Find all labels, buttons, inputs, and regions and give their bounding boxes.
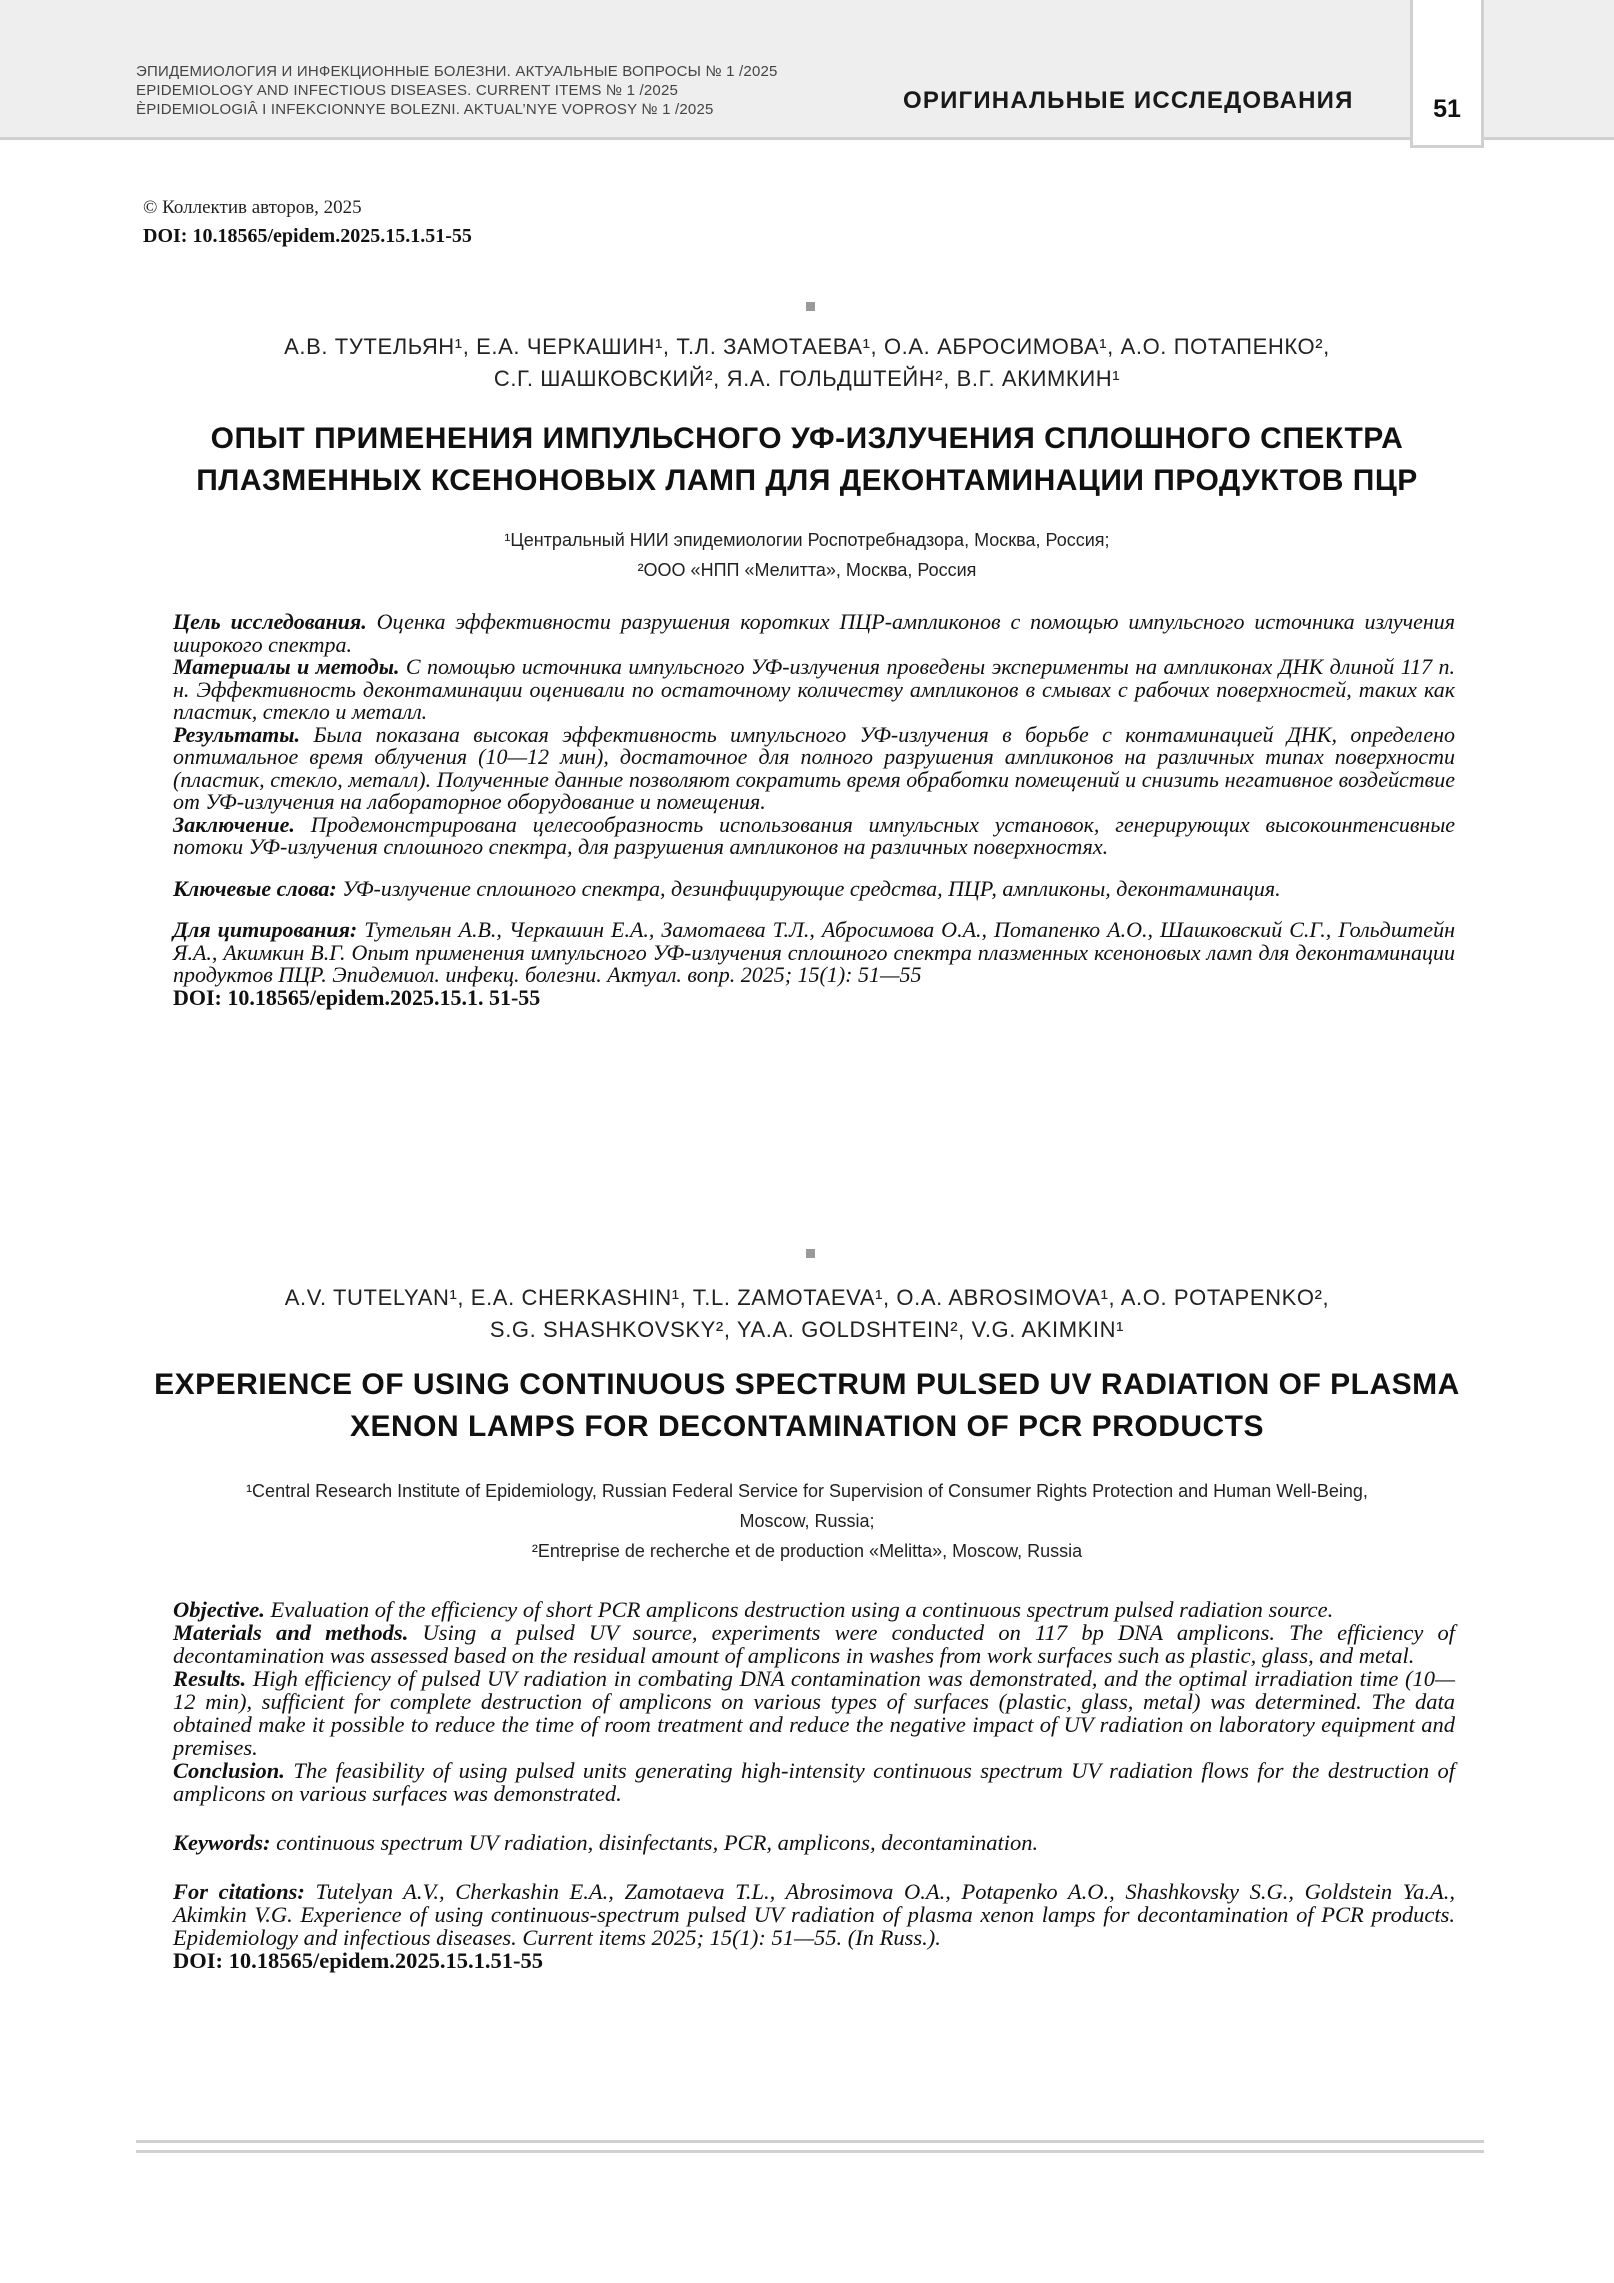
conclusion-ru bbox=[173, 811, 1455, 859]
journal-title-block bbox=[136, 62, 778, 119]
authors-en-line-1: A.V. TUTELYAN¹, E.A. CHERKASHIN¹, T.L. ZAMOTAEVA¹, O.A. ABROSIMOVA¹, A.O. POTAPENKO², bbox=[284, 1285, 1330, 1310]
methods-en-label: Materials and methods. bbox=[173, 1620, 409, 1645]
affiliation-en-2: ²Entreprise de recherche et de production «Melitta», Moscow, Russia bbox=[531, 1541, 1083, 1561]
doi-top: DOI: 10.18565/epidem.2025.15.1.51-55 bbox=[143, 225, 472, 247]
results-en bbox=[173, 1667, 1455, 1759]
affiliations-en bbox=[130, 1476, 1484, 1566]
objective-en-text: Evaluation of the efficiency of short PCR amplicons destruction using a continuous spectrum pulsed radiation source. bbox=[264, 1597, 1334, 1622]
citation-en bbox=[173, 1880, 1455, 1949]
title-en bbox=[110, 1364, 1504, 1448]
methods-ru-text: С помощью источника импульсного УФ-излучения проведены эксперименты на ампликонах ДНК длиной 117 п. н. Эффективность деконтаминации оценивали по остаточному количеству ампликонов в смывах с рабочих поверхностей, таких как пластик, стекло и металл. bbox=[173, 654, 1455, 724]
affiliation-en-1: ¹Central Research Institute of Epidemiology, Russian Federal Service for Supervision of Consumer Rights Protection and Human Well-Being, bbox=[246, 1481, 1368, 1501]
objective-ru-label: Цель исследования. bbox=[173, 609, 367, 634]
header-divider-right bbox=[1484, 137, 1614, 140]
keywords-en-label: Keywords: bbox=[173, 1830, 271, 1855]
keywords-en-text: continuous spectrum UV radiation, disinfectants, PCR, amplicons, decontamination. bbox=[270, 1830, 1039, 1855]
methods-en bbox=[173, 1621, 1455, 1667]
page-number: 51 bbox=[1433, 95, 1461, 123]
conclusion-en-text: The feasibility of using pulsed units generating high-intensity continuous spectrum UV radiation flows for the destruction of amplicons on various surfaces was demonstrated. bbox=[173, 1758, 1455, 1806]
keywords-en bbox=[173, 1831, 1455, 1854]
title-en-line-2: XENON LAMPS FOR DECONTAMINATION OF PCR PRODUCTS bbox=[349, 1410, 1265, 1443]
authors-en-line-2: S.G. SHASHKOVSKY², YA.A. GOLDSHTEIN², V.G. AKIMKIN¹ bbox=[489, 1317, 1125, 1342]
conclusion-en bbox=[173, 1759, 1455, 1805]
separator-square-icon bbox=[806, 1249, 815, 1258]
results-ru-label: Результаты. bbox=[173, 721, 301, 747]
citation-ru-text: Тутельян А.В., Черкашин Е.А., Замотаева Т.Л., Абросимова О.А., Потапенко А.О., Шашковский С.Г., Гольдштейн Я.А., Акимкин В.Г. Опыт применения импульсного УФ-излучения сплошного спектра плазменных ксеноновых ламп для деконтаминации продуктов ПЦР. Эпидемиол. инфекц. болезни. Актуал. вопр. 2025; 15(1): 51—55 bbox=[173, 917, 1455, 987]
authors-ru-line-2: С.Г. ШАШКОВСКИЙ², Я.А. ГОЛЬДШТЕЙН², В.Г. АКИМКИН¹ bbox=[493, 366, 1121, 391]
affiliations-ru bbox=[110, 525, 1504, 585]
objective-en bbox=[173, 1598, 1455, 1621]
objective-en-label: Objective. bbox=[173, 1597, 265, 1622]
methods-en-text: Using a pulsed UV source, experiments were conducted on 117 bp DNA amplicons. The efficiency of decontamination was assessed based on the residual amount of amplicons in washes from work surfaces such as plastic, glass, and metal. bbox=[173, 1620, 1456, 1668]
conclusion-ru-label: Заключение. bbox=[173, 811, 295, 837]
citation-en-text: Tutelyan A.V., Cherkashin E.A., Zamotaeva T.L., Abrosimova O.A., Potapenko A.O., Shashkovsky S.G., Goldstein Ya.A., Akimkin V.G. Experience of using continuous-spectrum pulsed UV radiation of plasma xenon lamps for decontamination of PCR products. Epidemiology and infectious diseases. Current items 2025; 15(1): 51—55. (In Russ.). bbox=[173, 1879, 1455, 1950]
conclusion-ru-text: Продемонстрирована целесообразность использования импульсных установок, генерирующих высокоинтенсивные потоки УФ-излучения сплошного спектра, для разрушения ампликонов на различных поверхностях. bbox=[173, 811, 1455, 859]
copyright: © Коллектив авторов, 2025 bbox=[143, 197, 362, 218]
results-ru-text: Была показана высокая эффективность импульсного УФ-излучения в борьбе с контаминацией ДНК, определено оптимальное время облучения (10—12 мин), достаточное для полного разрушения ампликонов на различных типах поверхности (пластик, стекло, металл). Полученные данные позволяют сократить время обработки помещений и снизить негативное воздействие от УФ-излучения на лабораторное оборудование и помещения. bbox=[173, 721, 1455, 814]
methods-ru-label: Материалы и методы. bbox=[173, 654, 400, 679]
affiliation-ru-2: ²ООО «НПП «Мелитта», Москва, Россия bbox=[637, 560, 977, 580]
objective-ru-text: Оценка эффективности разрушения коротких ПЦР-ампликонов с помощью импульсного источника излучения широкого спектра. bbox=[173, 609, 1456, 657]
footer-rule-2 bbox=[136, 2150, 1484, 2153]
conclusion-en-label: Conclusion. bbox=[173, 1758, 285, 1783]
abstract-en bbox=[173, 1598, 1455, 1972]
authors-ru bbox=[110, 331, 1504, 395]
separator-square-icon bbox=[806, 302, 815, 311]
authors-ru-line-1: А.В. ТУТЕЛЬЯН¹, Е.А. ЧЕРКАШИН¹, Т.Л. ЗАМОТАЕВА¹, О.А. АБРОСИМОВА¹, А.О. ПОТАПЕНКО², bbox=[284, 334, 1330, 359]
results-en-text: High efficiency of pulsed UV radiation in combating DNA contamination was demonstrated, and the optimal irradiation time (10—12 min), sufficient for complete destruction of amplicons on various types of surfaces (plastic, glass, metal) was determined. The data obtained make it possible to reduce the time of room treatment and reduce the negative impact of UV radiation on laboratory equipment and premises. bbox=[173, 1666, 1455, 1760]
methods-ru bbox=[173, 656, 1455, 724]
results-en-label: Results. bbox=[173, 1666, 247, 1691]
journal-title-translit: ÈPIDEMIOLOGIÂ I INFEKCIONNYE BOLEZNI. AKTUAL’NYE VOPROSY № 1 /2025 bbox=[136, 101, 714, 118]
doi-ru: DOI: 10.18565/epidem.2025.15.1. 51-55 bbox=[173, 984, 541, 1010]
keywords-ru-text: УФ-излучение сплошного спектра, дезинфицирующие средства, ПЦР, ампликоны, деконтаминация. bbox=[336, 875, 1281, 901]
authors-en bbox=[110, 1282, 1504, 1346]
abstract-ru bbox=[173, 611, 1455, 1009]
citation-ru-label: Для цитирования: bbox=[173, 917, 358, 942]
affiliation-ru-1: ¹Центральный НИИ эпидемиологии Роспотребнадзора, Москва, Россия; bbox=[504, 530, 1110, 550]
title-ru-line-2: ПЛАЗМЕННЫХ КСЕНОНОВЫХ ЛАМП ДЛЯ ДЕКОНТАМИНАЦИИ ПРОДУКТОВ ПЦР bbox=[196, 464, 1418, 497]
keywords-ru-label: Ключевые слова: bbox=[173, 875, 337, 901]
doi-en: DOI: 10.18565/epidem.2025.15.1.51-55 bbox=[173, 1948, 543, 1973]
results-ru bbox=[173, 721, 1455, 814]
page-number-box bbox=[1410, 0, 1484, 148]
objective-ru bbox=[173, 611, 1455, 656]
journal-title-en: EPIDEMIOLOGY AND INFECTIOUS DISEASES. CURRENT ITEMS № 1 /2025 bbox=[136, 82, 679, 99]
citation-ru bbox=[173, 919, 1455, 987]
affiliation-en-1b: Moscow, Russia; bbox=[739, 1511, 875, 1531]
title-ru-line-1: ОПЫТ ПРИМЕНЕНИЯ ИМПУЛЬСНОГО УФ-ИЗЛУЧЕНИЯ СПЛОШНОГО СПЕКТРА bbox=[210, 422, 1404, 455]
header-divider bbox=[0, 137, 1410, 140]
keywords-ru bbox=[173, 875, 1455, 901]
title-ru bbox=[110, 418, 1504, 502]
footer-rule-1 bbox=[136, 2140, 1484, 2143]
title-en-line-1: EXPERIENCE OF USING CONTINUOUS SPECTRUM PULSED UV RADIATION OF PLASMA bbox=[154, 1368, 1460, 1401]
citation-en-label: For citations: bbox=[173, 1879, 305, 1904]
journal-title-ru: ЭПИДЕМИОЛОГИЯ И ИНФЕКЦИОННЫЕ БОЛЕЗНИ. АКТУАЛЬНЫЕ ВОПРОСЫ № 1 /2025 bbox=[136, 63, 778, 80]
section-title: ОРИГИНАЛЬНЫЕ ИССЛЕДОВАНИЯ bbox=[903, 87, 1354, 114]
